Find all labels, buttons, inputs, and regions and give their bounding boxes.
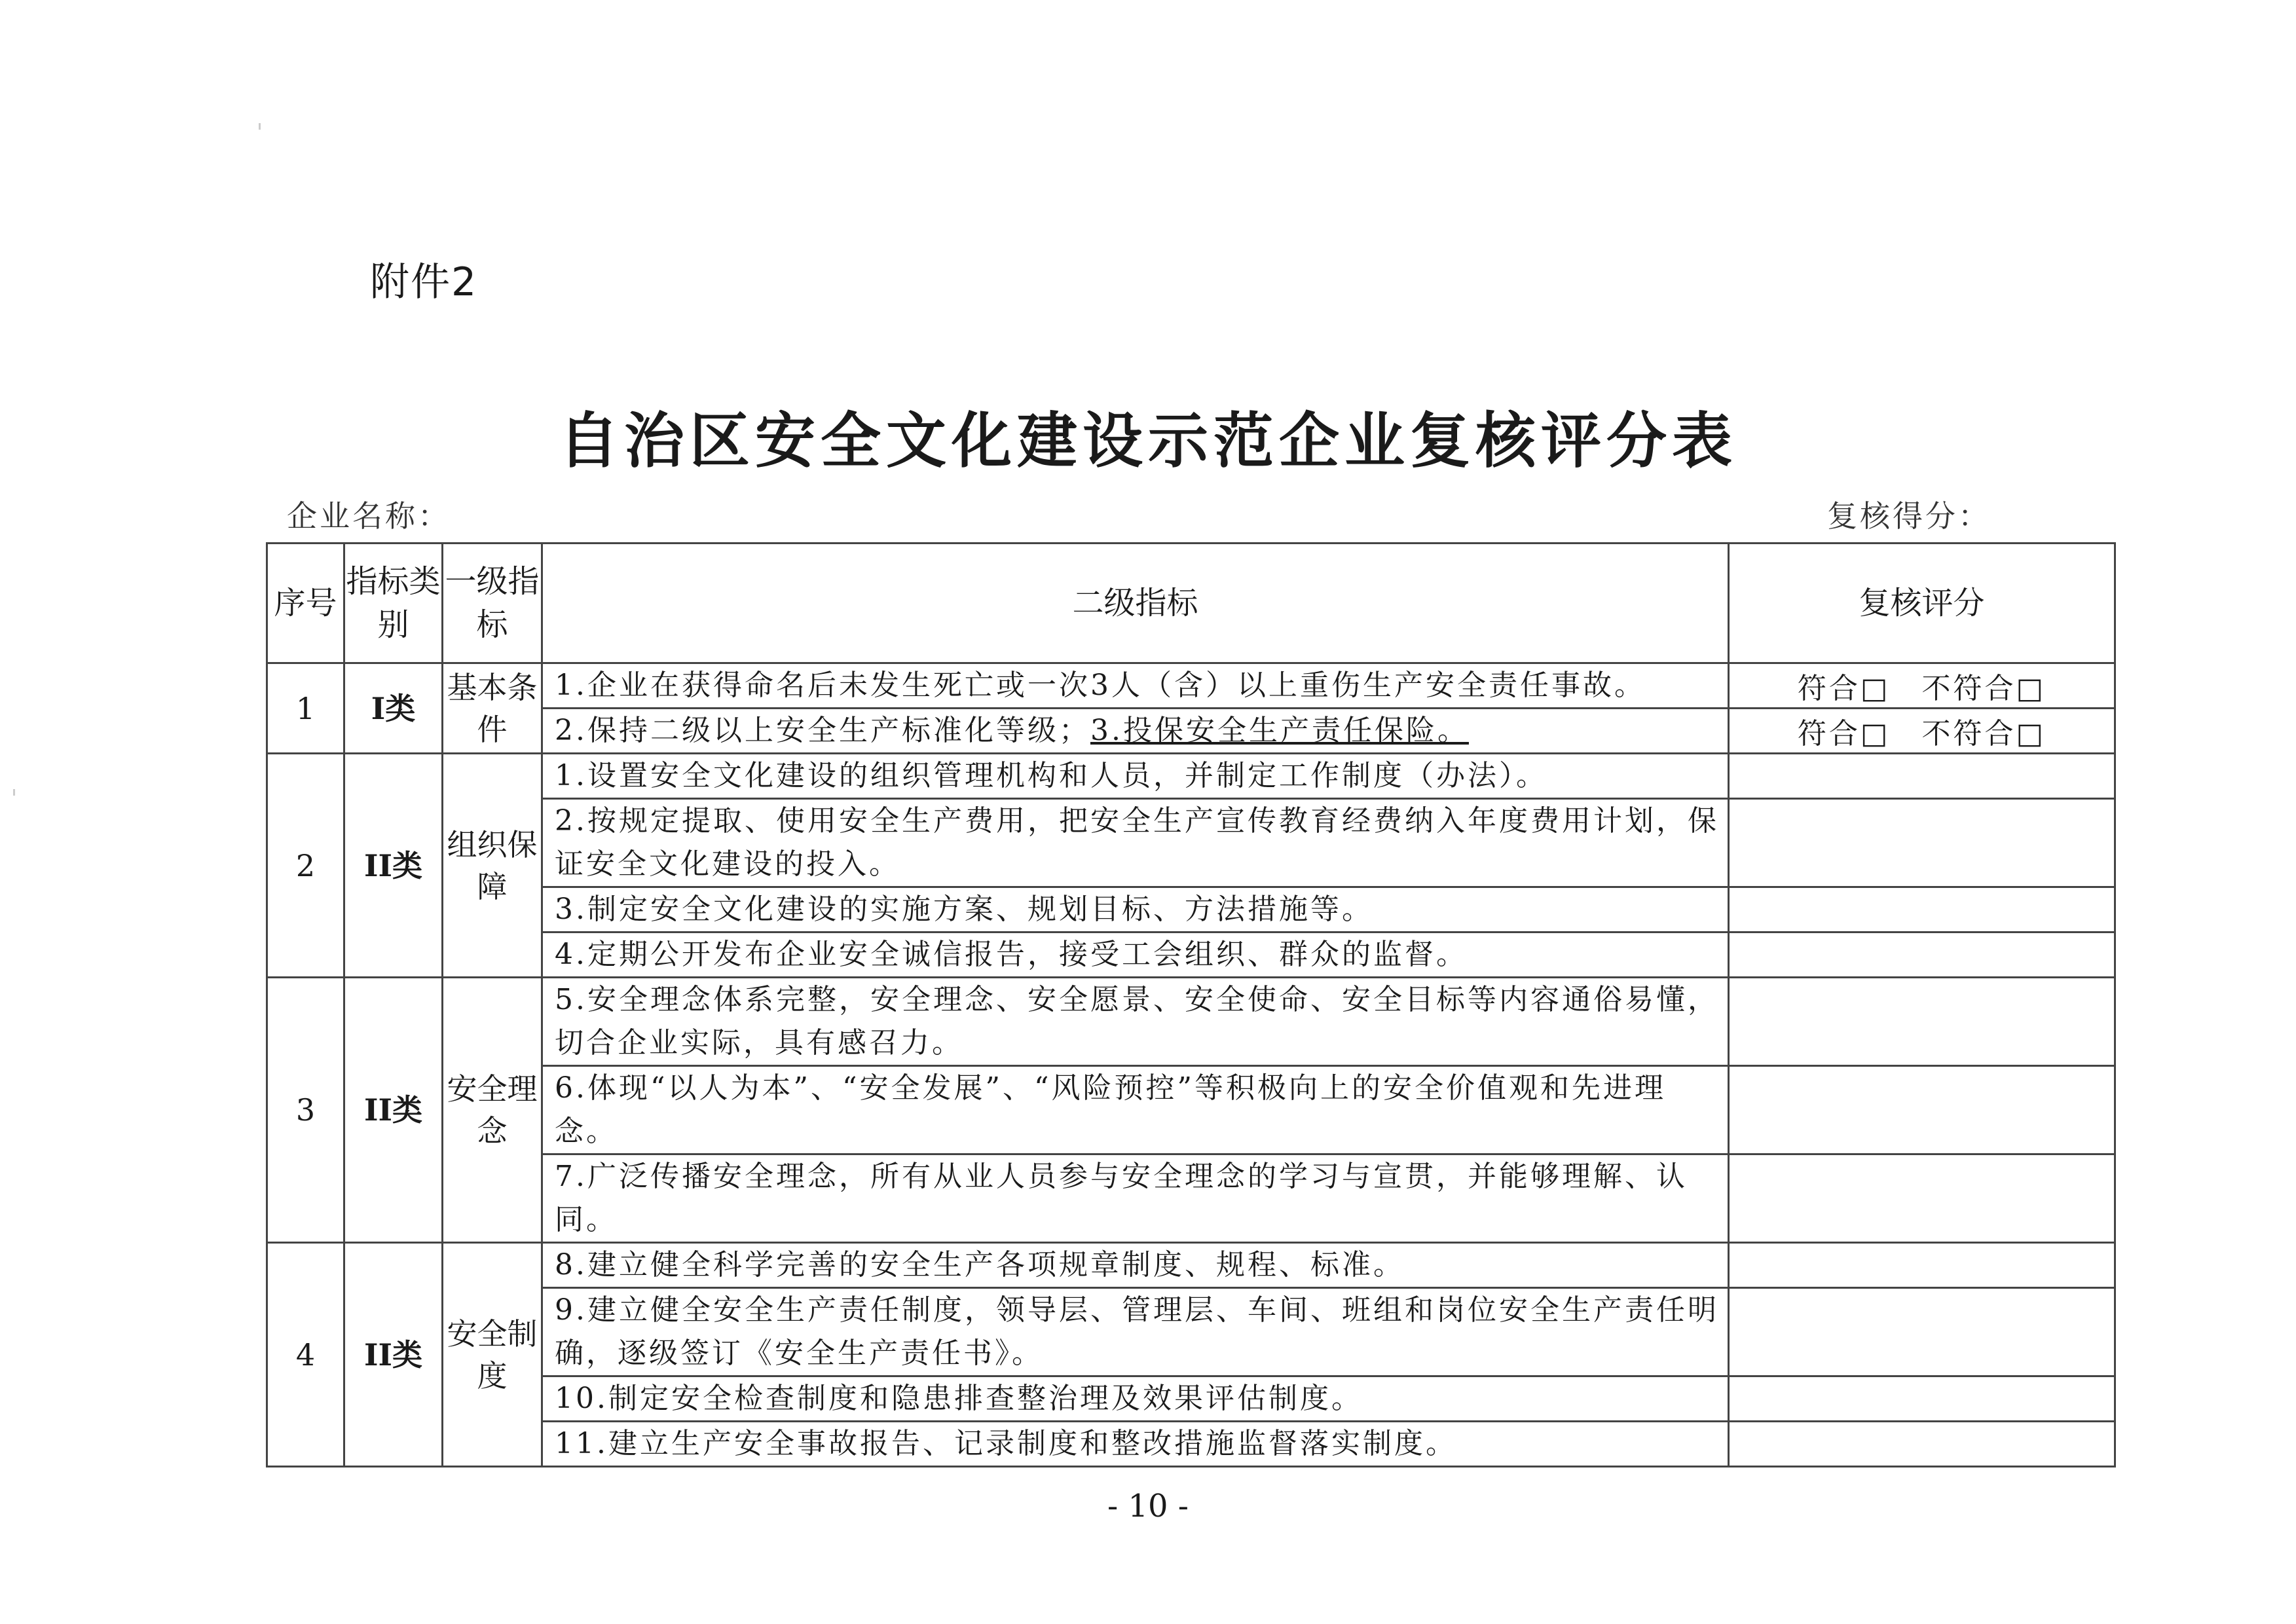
score-cell[interactable]	[1729, 887, 2115, 932]
score-cell[interactable]	[1729, 1154, 2115, 1243]
score-cell[interactable]	[1729, 1243, 2115, 1288]
table-row	[267, 1376, 2115, 1422]
row-seq: 4	[267, 1243, 344, 1467]
score-cell[interactable]	[1729, 1376, 2115, 1422]
row-level2: 10.制定安全检查制度和隐患排查整治理及效果评估制度。	[542, 1376, 1729, 1422]
attachment-label: 附件2	[370, 259, 478, 305]
table-row	[267, 1288, 2115, 1376]
row-level2: 8.建立健全科学完善的安全生产各项规章制度、规程、标准。	[542, 1243, 1729, 1288]
row-level2-part: 2.保持二级以上安全生产标准化等级；	[555, 714, 1090, 747]
row-level2: 6.体现“以人为本”、“安全发展”、“风险预控”等积极向上的安全价值观和先进理念。	[542, 1066, 1729, 1154]
review-score-label: 复核得分：	[1827, 498, 1991, 534]
row-level1: 组织保障	[443, 754, 542, 978]
row-level2: 2.按规定提取、使用安全生产费用，把安全生产宣传教育经费纳入年度费用计划，保证安全文化建设的投入。	[542, 799, 1729, 887]
row-level2: 9.建立健全安全生产责任制度，领导层、管理层、车间、班组和岗位安全生产责任明确，逐级签订《安全生产责任书》。	[542, 1288, 1729, 1376]
row-level2: 3.制定安全文化建设的实施方案、规划目标、方法措施等。	[542, 887, 1729, 932]
score-cell[interactable]	[1729, 1288, 2115, 1376]
row-level1: 安全理念	[443, 978, 542, 1243]
table-row	[267, 932, 2115, 978]
header-level1: 一级指标	[443, 544, 542, 663]
score-checkbox-cell[interactable]: 符合□ 不符合□	[1729, 663, 2115, 709]
row-category: II类	[344, 754, 443, 978]
score-cell[interactable]	[1729, 978, 2115, 1066]
review-score-table	[266, 542, 2116, 1467]
table-row	[267, 1154, 2115, 1243]
row-category: I类	[344, 663, 443, 754]
score-cell[interactable]	[1729, 1422, 2115, 1467]
table-header-row	[267, 544, 2115, 663]
table-row	[267, 1243, 2115, 1288]
score-cell[interactable]	[1729, 1066, 2115, 1154]
table-row	[267, 663, 2115, 709]
row-level1: 安全制度	[443, 1243, 542, 1467]
header-category: 指标类别	[344, 544, 443, 663]
header-level2: 二级指标	[542, 544, 1729, 663]
table-row	[267, 799, 2115, 887]
row-level2: 1.设置安全文化建设的组织管理机构和人员，并制定工作制度（办法）。	[542, 754, 1729, 799]
company-name-label: 企业名称：	[287, 498, 451, 534]
score-cell[interactable]	[1729, 932, 2115, 978]
table-row	[267, 709, 2115, 754]
score-cell[interactable]	[1729, 754, 2115, 799]
row-seq: 2	[267, 754, 344, 978]
header-seq: 序号	[267, 544, 344, 663]
page-number: - 10 -	[1107, 1488, 1189, 1524]
header-score: 复核评分	[1729, 544, 2115, 663]
table-row	[267, 1422, 2115, 1467]
row-category: II类	[344, 978, 443, 1243]
table-row	[267, 978, 2115, 1066]
row-level2	[542, 709, 1729, 754]
table-row	[267, 887, 2115, 932]
page-title: 自治区安全文化建设示范企业复核评分表	[558, 406, 1737, 476]
scan-mark	[259, 123, 261, 130]
score-cell[interactable]	[1729, 799, 2115, 887]
row-level2: 5.安全理念体系完整，安全理念、安全愿景、安全使命、安全目标等内容通俗易懂，切合企业实际，具有感召力。	[542, 978, 1729, 1066]
table-row	[267, 754, 2115, 799]
score-checkbox-cell[interactable]: 符合□ 不符合□	[1729, 709, 2115, 754]
row-level2: 11.建立生产安全事故报告、记录制度和整改措施监督落实制度。	[542, 1422, 1729, 1467]
row-seq: 3	[267, 978, 344, 1243]
row-level2: 1.企业在获得命名后未发生死亡或一次3人（含）以上重伤生产安全责任事故。	[542, 663, 1729, 709]
row-seq: 1	[267, 663, 344, 754]
row-level1: 基本条件	[443, 663, 542, 754]
table-row	[267, 1066, 2115, 1154]
scan-mark	[13, 789, 15, 796]
row-category: II类	[344, 1243, 443, 1467]
row-level2: 4.定期公开发布企业安全诚信报告，接受工会组织、群众的监督。	[542, 932, 1729, 978]
row-level2: 7.广泛传播安全理念，所有从业人员参与安全理念的学习与宣贯，并能够理解、认同。	[542, 1154, 1729, 1243]
row-level2-underlined: 3.投保安全生产责任保险。	[1090, 714, 1469, 747]
